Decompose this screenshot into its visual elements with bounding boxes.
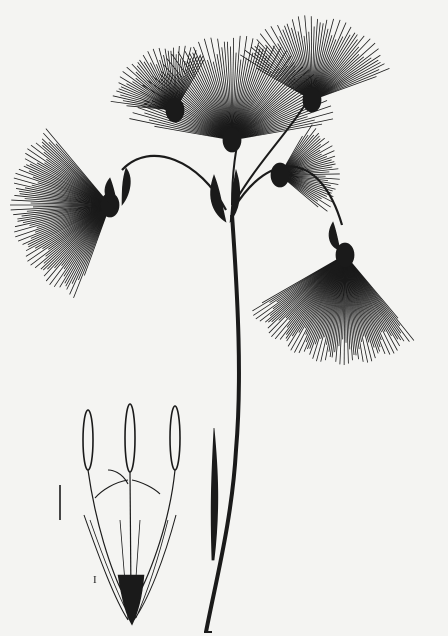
figure-label: I bbox=[93, 574, 97, 586]
